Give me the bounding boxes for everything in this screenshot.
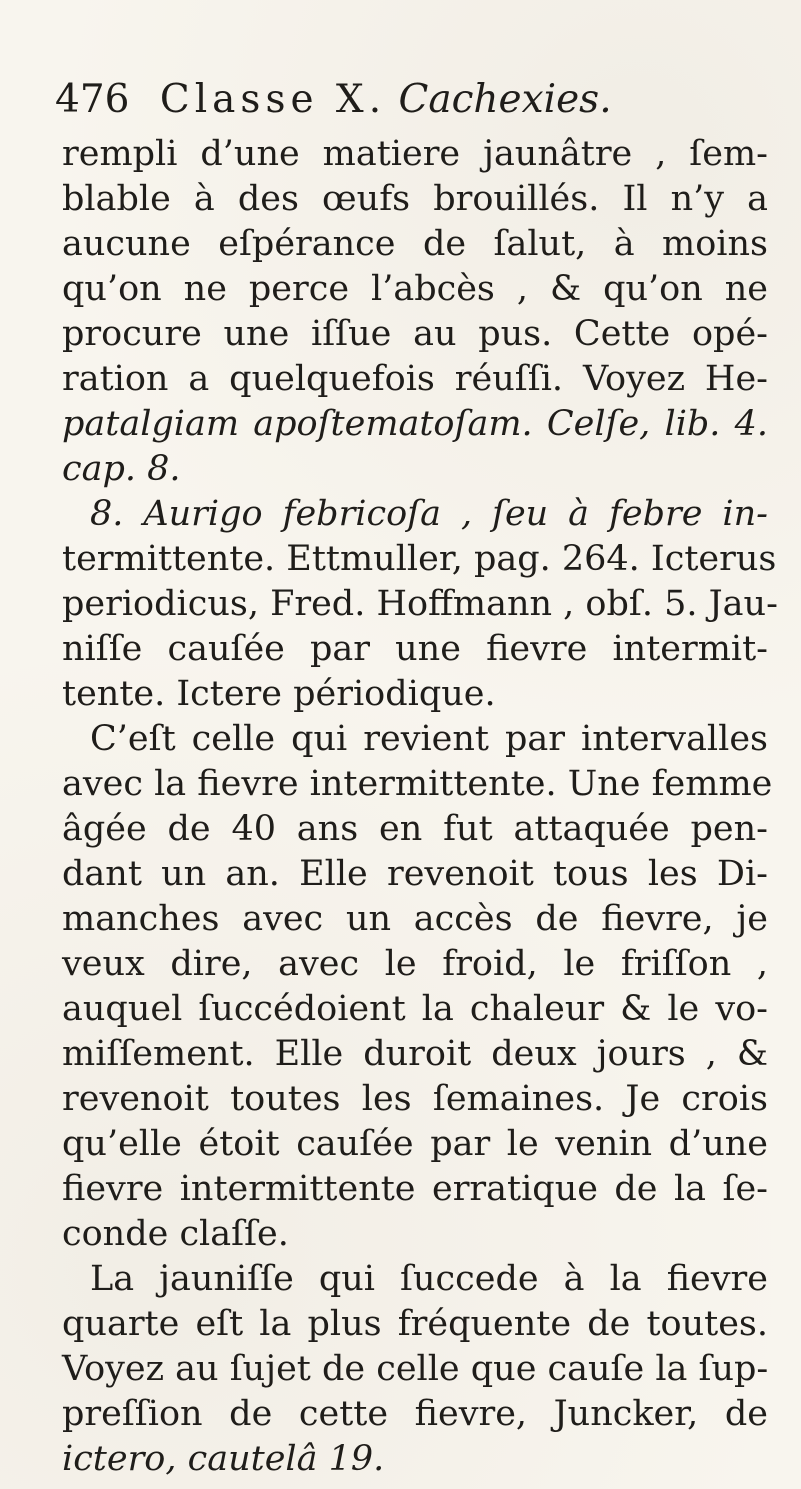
text-line: procure une iſſue au pus. Cette opé- xyxy=(62,314,768,354)
paragraph-4 xyxy=(62,1257,768,1482)
text-line: conde claſſe. xyxy=(62,1214,289,1254)
text-line: tente. Ictere périodique. xyxy=(62,674,496,714)
class-label: Classe X. xyxy=(159,77,387,122)
text-line: manches avec un accès de fievre, je xyxy=(62,899,768,939)
text-line: âgée de 40 ans en fut attaquée pen- xyxy=(62,809,768,849)
text-line: avec la fievre intermittente. Une femme xyxy=(62,764,773,804)
text-line: qu’on ne perce l’abcès , & qu’on ne xyxy=(62,269,768,309)
text-line: La jauniſſe qui ſuccede à la fievre xyxy=(90,1259,768,1299)
text-line: 8. Aurigo febricoſa , ſeu à febre in- xyxy=(90,494,768,534)
section-title: Cachexies. xyxy=(398,77,612,122)
body-text xyxy=(62,132,778,1482)
text-line: revenoit toutes les ſemaines. Je crois xyxy=(62,1079,768,1119)
text-line: Voyez au ſujet de celle que cauſe la ſup- xyxy=(62,1349,769,1389)
text-line: niſſe cauſée par une fievre intermit- xyxy=(62,629,768,669)
text-line: fievre intermittente erratique de la ſe- xyxy=(62,1169,768,1209)
paragraph-2 xyxy=(62,492,778,717)
text-line: rempli d’une matiere jaunâtre , ſem- xyxy=(62,134,768,174)
text-line: veux dire, avec le froid, le friſſon , xyxy=(62,944,768,984)
text-line: preſſion de cette fievre, Juncker, de xyxy=(62,1394,768,1434)
text-line: auquel ſuccédoient la chaleur & le vo- xyxy=(62,989,768,1029)
text-line: termittente. Ettmuller, pag. 264. Icterus xyxy=(62,539,777,579)
text-line: ration a quelquefois réuſſi. Voyez He- xyxy=(62,359,768,399)
text-line: C’eſt celle qui revient par intervalles xyxy=(90,719,768,759)
text-line: blable à des œufs brouillés. Il n’y a xyxy=(62,179,768,219)
page-number: 476 xyxy=(55,77,130,122)
running-header xyxy=(55,68,755,132)
text-line: patalgiam apoſtematoſam. Celſe, lib. 4. xyxy=(62,404,768,444)
text-line: periodicus, Fred. Hoffmann , obſ. 5. Jau- xyxy=(62,584,778,624)
paragraph-1 xyxy=(62,132,768,492)
text-line: aucune eſpérance de ſalut, à moins xyxy=(62,224,768,264)
text-line: quarte eſt la plus fréquente de toutes. xyxy=(62,1304,768,1344)
paragraph-3 xyxy=(62,717,773,1257)
text-line: qu’elle étoit cauſée par le venin d’une xyxy=(62,1124,768,1164)
text-line: ictero, cautelâ 19. xyxy=(62,1439,385,1479)
text-line: cap. 8. xyxy=(62,449,181,489)
text-line: miſſement. Elle duroit deux jours , & xyxy=(62,1034,768,1074)
text-line: dant un an. Elle revenoit tous les Di- xyxy=(62,854,768,894)
